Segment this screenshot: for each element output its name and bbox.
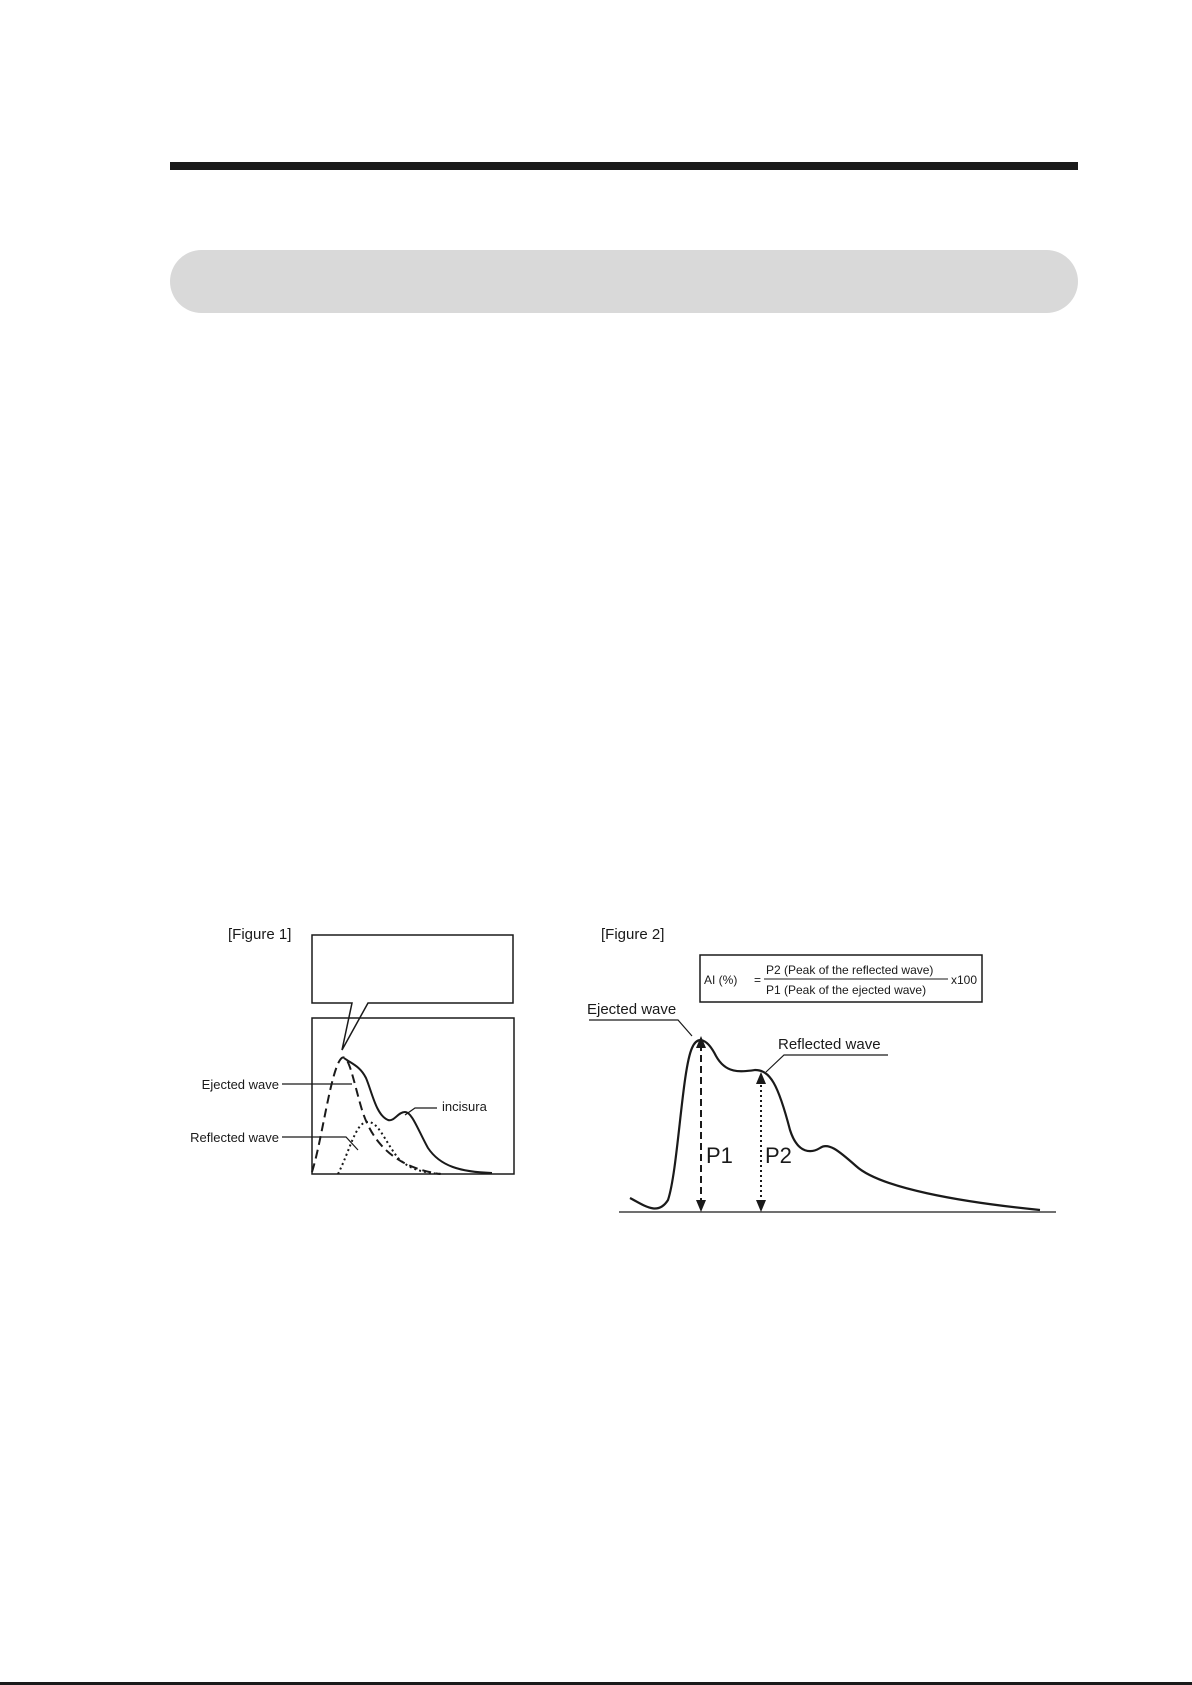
figure-1-measured-wave-curve	[344, 1058, 492, 1173]
figure-2-p2-label: P2	[765, 1143, 792, 1168]
figure-2	[587, 926, 1056, 1212]
figure-1-ejected-wave-curve	[312, 1057, 440, 1174]
figure-1-plot-frame	[312, 1018, 514, 1174]
figure-2-caption: [Figure 2]	[601, 926, 665, 943]
figure-2-ejected-label: Ejected wave	[587, 1001, 677, 1018]
figure-1-ejected-label: Ejected wave	[201, 1077, 279, 1092]
figure-2-formula-multiplier: x100	[951, 973, 978, 987]
figure-1	[190, 926, 514, 1174]
figure-2-p1-label: P1	[706, 1143, 733, 1168]
figure-2-pulse-waveform	[630, 1040, 1040, 1210]
figure-1-callout-box	[312, 935, 513, 1050]
figure-1-reflected-wave-curve	[338, 1122, 442, 1174]
figure-2-formula-equals: =	[754, 973, 762, 987]
figure-2-p2-arrowhead-bottom	[756, 1200, 766, 1212]
figure-1-incisura-label: incisura	[442, 1099, 487, 1114]
figure-2-reflected-label: Reflected wave	[778, 1036, 881, 1053]
figure-2-ejected-leader	[589, 1020, 692, 1036]
figure-1-caption: [Figure 1]	[228, 926, 292, 943]
figure-2-p1-arrowhead-bottom	[696, 1200, 706, 1212]
figure-1-reflected-label: Reflected wave	[190, 1130, 279, 1145]
figure-2-formula-numerator: P2 (Peak of the reflected wave)	[766, 963, 934, 977]
figure-2-reflected-leader	[766, 1055, 888, 1072]
figure-2-formula-denominator: P1 (Peak of the ejected wave)	[766, 983, 927, 997]
figure-2-formula-lhs: AI (%)	[704, 973, 738, 987]
